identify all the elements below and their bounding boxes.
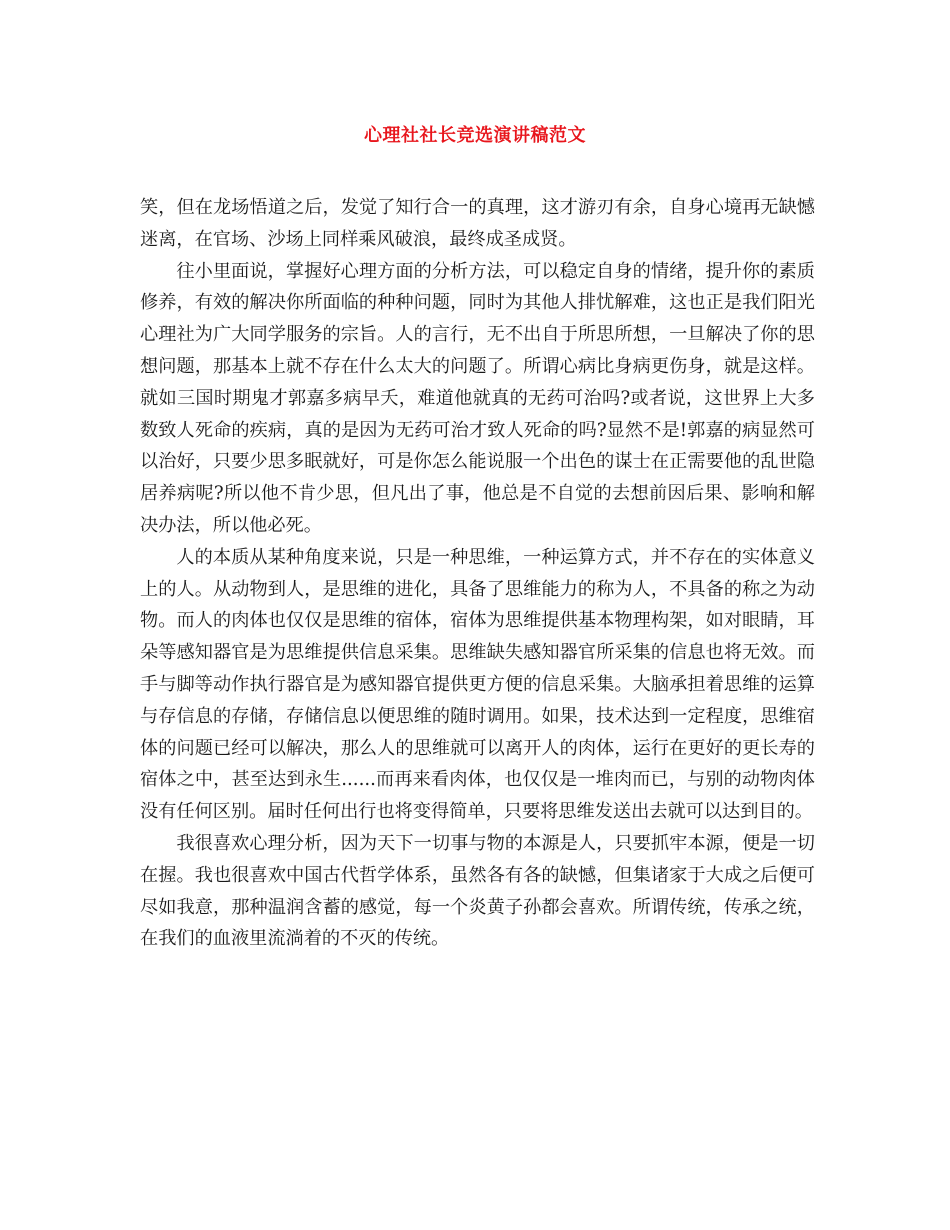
- paragraph-2: 往小里面说，掌握好心理方面的分析方法，可以稳定自身的情绪，提升你的素质修养，有效的解决你所面临的种种问题，同时为其他人排忧解难，这也正是我们阳光心理社为广大同学服务的宗旨。人的言行，无不出自于所思所想，一旦解决了你的思想问题，那基本上就不存在什么太大的问题了。所谓心病比身病更伤身，就是这样。就如三国时期鬼才郭嘉多病早夭，难道他就真的无药可治吗?或者说，这世界上大多数致人死命的疾病，真的是因为无药可治才致人死命的吗?显然不是!郭嘉的病显然可以治好，只要少思多眠就好，可是你怎么能说服一个出色的谋士在正需要他的乱世隐居养病呢?所以他不肯少思，但凡出了事，他总是不自觉的去想前因后果、影响和解决办法，所以他必死。: [140, 260, 815, 536]
- document-body: [140, 192, 815, 955]
- paragraph-3: 人的本质从某种角度来说，只是一种思维，一种运算方式，并不存在的实体意义上的人。从动物到人，是思维的进化，具备了思维能力的称为人，不具备的称之为动物。而人的肉体也仅仅是思维的宿体，宿体为思维提供基本物理构架，如对眼睛，耳朵等感知器官是为思维提供信息采集。思维缺失感知器官所采集的信息也将无效。而手与脚等动作执行器官是为感知器官提供更方便的信息采集。大脑承担着思维的运算与存信息的存储，存储信息以便思维的随时调用。如果，技术达到一定程度，思维宿体的问题已经可以解决，那么人的思维就可以离开人的肉体，运行在更好的更长寿的宿体之中，甚至达到永生......而再来看肉体，也仅仅是一堆肉而已，与别的动物肉体没有任何区别。届时任何出行也将变得简单，只要将思维发送出去就可以达到目的。: [140, 546, 815, 823]
- paragraph-4: 我很喜欢心理分析，因为天下一切事与物的本源是人，只要抓牢本源，便是一切在握。我也很喜欢中国古代哲学体系，虽然各有各的缺憾，但集诸家于大成之后便可尽如我意，那种温润含蓄的感觉，每一个炎黄子孙都会喜欢。所谓传统，传承之统，在我们的血液里流淌着的不灭的传统。: [140, 832, 815, 950]
- document-title: 心理社社长竞选演讲稿范文: [364, 125, 586, 146]
- paragraph-1: 笑，但在龙场悟道之后，发觉了知行合一的真理，这才游刃有余，自身心境再无缺憾迷离，在官场、沙场上同样乘风破浪，最终成圣成贤。: [140, 197, 815, 250]
